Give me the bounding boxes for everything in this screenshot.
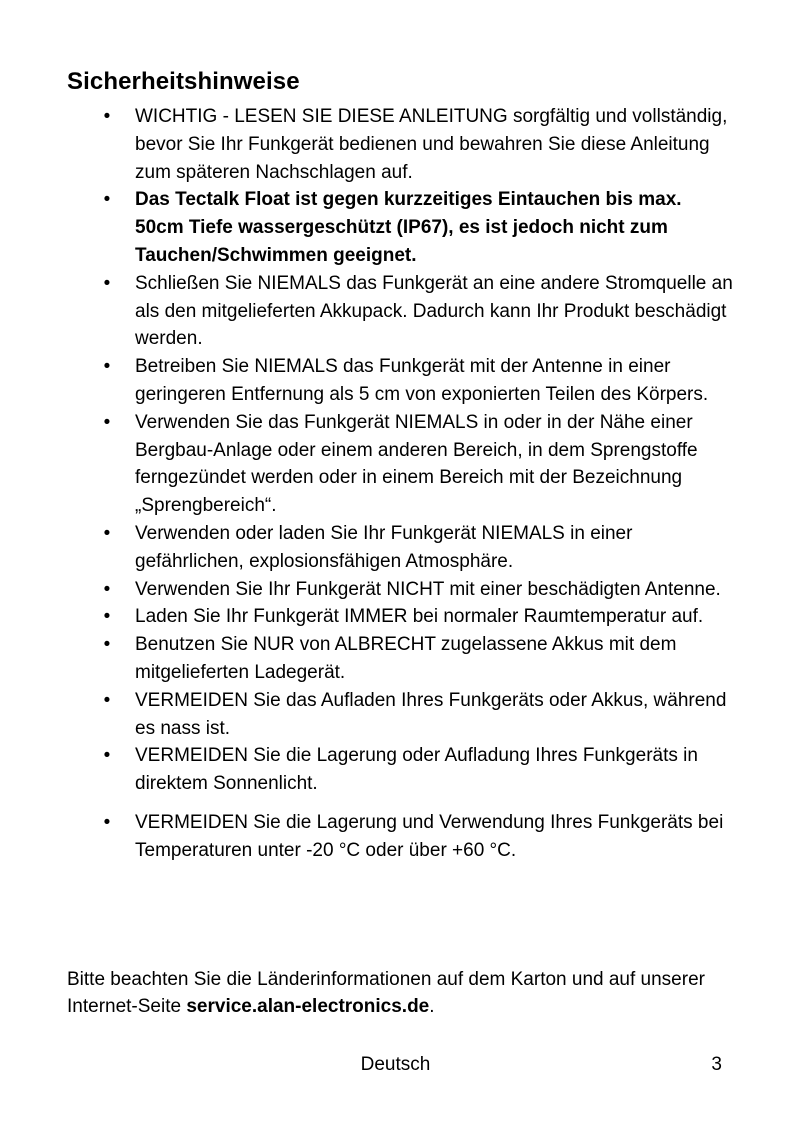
section-heading: Sicherheitshinweise	[67, 68, 300, 95]
list-item	[0, 270, 735, 353]
bullet-icon: •	[103, 189, 111, 211]
list-item-text: VERMEIDEN Sie die Lagerung oder Aufladung Ihres Funkgeräts in direktem Sonnenlicht.	[135, 745, 698, 795]
page-number: 3	[711, 1054, 722, 1075]
list-item-text: VERMEIDEN Sie das Aufladen Ihres Funkgeräts oder Akkus, während es nass ist.	[135, 689, 727, 739]
bullet-icon: •	[103, 578, 111, 600]
bullet-icon: •	[103, 606, 111, 628]
list-item-text: Laden Sie Ihr Funkgerät IMMER bei normaler Raumtemperatur auf.	[135, 606, 704, 628]
list-item-text: Das Tectalk Float ist gegen kurzzeitiges Eintauchen bis max. 50cm Tiefe wassergeschützt (IP67), es ist jedoch nicht zum Tauchen/Schwimmen geeignet.	[135, 189, 682, 266]
list-item-text: Verwenden oder laden Sie Ihr Funkgerät NIEMALS in einer gefährlichen, explosionsfähigen Atmosphäre.	[135, 522, 633, 572]
list-item-emphasis	[0, 186, 735, 269]
bullet-icon: •	[103, 411, 111, 433]
list-item-text: Verwenden Sie das Funkgerät NIEMALS in oder in der Nähe einer Bergbau-Anlage oder einem anderen Bereich, in dem Sprengstoffe ferngezündet werden oder in einem Bereich mit der Bezeichnung „Sprengbereich“.	[135, 411, 698, 517]
list-item	[0, 576, 735, 604]
list-item-text: Betreiben Sie NIEMALS das Funkgerät mit der Antenne in einer geringeren Entfernung als 5 cm von exponierten Teilen des Körpers.	[135, 356, 709, 405]
list-item	[0, 103, 735, 186]
bullet-icon: •	[103, 745, 111, 767]
list-item-text: WICHTIG - LESEN SIE DIESE ANLEITUNG sorgfältig und vollständig, bevor Sie Ihr Funkgerät bedienen und bewahren Sie diese Anleitung zum späteren Nachschlagen auf.	[135, 106, 728, 183]
bullet-icon: •	[103, 689, 111, 711]
list-item-text: Verwenden Sie Ihr Funkgerät NICHT mit einer beschädigten Antenne.	[135, 578, 721, 600]
closing-note	[67, 966, 727, 1020]
list-item-text: Schließen Sie NIEMALS das Funkgerät an eine andere Stromquelle an als den mitgelieferten Akkupack. Dadurch kann Ihr Produkt beschädigt werden.	[135, 272, 733, 350]
bullet-icon: •	[103, 356, 111, 378]
list-item	[0, 631, 735, 687]
website-link[interactable]: service.alan-electronics.de	[186, 996, 430, 1017]
list-item	[0, 742, 735, 798]
list-item	[0, 353, 735, 409]
bullet-icon: •	[103, 811, 111, 833]
list-item	[0, 687, 735, 743]
closing-period: .	[429, 996, 435, 1017]
list-item-text: VERMEIDEN Sie die Lagerung und Verwendung Ihres Funkgeräts bei Temperaturen unter -20 °C oder über +60 °C.	[135, 811, 724, 861]
footer-language: Deutsch	[360, 1054, 431, 1075]
list-item	[0, 809, 735, 865]
bullet-icon: •	[103, 272, 111, 294]
closing-text: Bitte beachten Sie die Länderinformationen auf dem Karton und auf unserer Internet-Seite	[67, 969, 705, 1017]
bullet-icon: •	[103, 522, 111, 544]
bullet-icon: •	[103, 634, 111, 656]
list-item	[0, 520, 735, 576]
list-item	[0, 603, 735, 631]
bullet-icon: •	[103, 106, 111, 127]
safety-list	[0, 103, 791, 865]
list-item-text: Benutzen Sie NUR von ALBRECHT zugelassene Akkus mit dem mitgelieferten Ladegerät.	[135, 634, 677, 683]
list-item	[0, 409, 735, 520]
